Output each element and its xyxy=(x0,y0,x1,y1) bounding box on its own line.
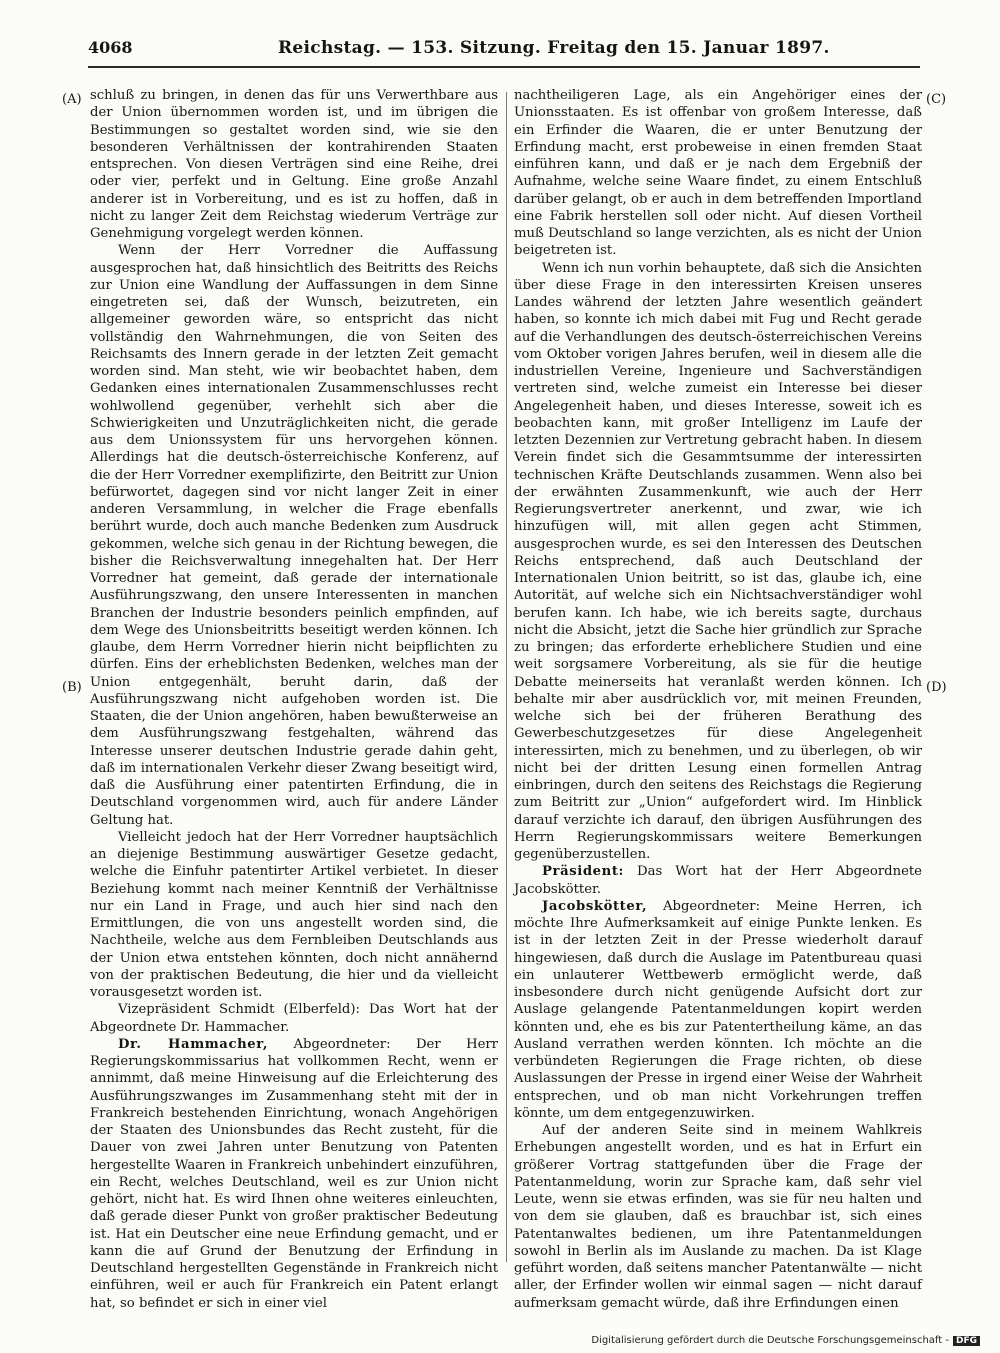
left-column xyxy=(90,87,498,1312)
speaker-name: Jacobskötter, xyxy=(542,898,648,914)
paragraph: nachtheiligeren Lage, als ein Angehöriger eines der Unionsstaaten. Es ist offenbar von großem Interesse, daß ein Erfinder die Waaren, die er unter Benutzung der Erfindung macht, erst probeweise in einen fremden Staat einführen kann, und daß er je nach dem Ergebniß der Aufnahme, welche seine Waare findet, zu einem Entschluß darüber gelangt, ob er auch in dem betreffenden Importland eine Fabrik herstellen soll oder nicht. Auf diesen Vortheil muß Deutschland so lange verzichten, als es nicht der Union beigetreten ist. xyxy=(514,88,922,259)
paragraph: Vielleicht jedoch hat der Herr Vorredner hauptsächlich an diejenige Bestimmung auswärtiger Gesetze gedacht, welche die Einfuhr patentirter Artikel verbietet. In dieser Beziehung kommt nach meiner Kenntniß der Verhältnisse nur ein Land in Frage, und auch hier sind nach den Ermittlungen, die von uns angestellt worden sind, die Nachtheile, welche aus dem Fernbleiben Deutschlands aus der Union etwa entstehen könnten, doch nicht annähernd von der praktischen Bedeutung, die hier und da vielleicht vorausgesetzt worden ist. xyxy=(90,829,498,1000)
speech-paragraph xyxy=(514,898,922,1122)
speech-text: Abgeordneter: Der Herr Regierungskommissarius hat vollkommen Recht, wenn er annimmt, daß meine Hinweisung auf die Erleichterung des Ausführungszwanges im Zusammenhang steht mit der in Frankreich bestehenden Einrichtung, wonach Angehörigen der Staaten des Unionsbundes das Recht zusteht, für die Dauer von zwei Jahren unter Benutzung von Patenten hergestellte Waaren in Frankreich unbehindert einzuführen, ein Recht, welches Deutschland, weil es zur Union nicht gehört, nicht hat. Es wird Ihnen ohne weiteres einleuchten, daß gerade dieser Punkt von großer praktischer Bedeutung ist. Hat ein Deutscher eine neue Erfindung gemacht, und er kann die auf Grund der Benutzung der Erfindung in Deutschland hergestellten Gegenstände in Frankreich nicht einführen, weil er auch für Frankreich ein Patent erlangt hat, so befindet er sich in einer viel xyxy=(90,1036,498,1311)
right-column xyxy=(514,87,922,1312)
speech-text: Das Wort hat der Herr Abgeordnete Jacobskötter. xyxy=(514,864,922,897)
speech-paragraph xyxy=(514,863,922,898)
speech-paragraph xyxy=(90,1036,498,1312)
column-divider xyxy=(506,92,507,1262)
speaker-name: Dr. Hammacher, xyxy=(118,1036,269,1052)
page-header xyxy=(88,38,920,64)
paragraph: schluß zu bringen, in denen das für uns Verwerthbare aus der Union übernommen worden ist, und im übrigen die Bestimmungen so gestaltet worden sind, wie sie den besonderen Verhältnissen der kontrahirenden Staaten entsprechen. Von diesen Verträgen sind eine Reihe, drei oder vier, perfekt und in Geltung. Eine große Anzahl anderer ist in Vorbereitung, und es ist zu hoffen, daß in nicht zu langer Zeit dem Reichstag wiederum Verträge zur Genehmigung vorgelegt werden können. xyxy=(90,88,498,241)
margin-marker-d: (D) xyxy=(926,680,947,695)
paragraph: Wenn ich nun vorhin behauptete, daß sich die Ansichten über diese Frage in den interessirten Kreisen unseres Landes während der letzten Jahre wesentlich geändert haben, so konnte ich mich dabei mit Fug und Recht gerade auf die Verhandlungen des deutsch-österreichischen Vereins vom Oktober vorigen Jahres berufen, weil in diesem alle die industriellen Vereine, Ingenieure und Sachverständigen vertreten sind, welche zumeist ein Interesse bei dieser Angelegenheit haben, und dieses Interesse, soweit ich es beobachten kann, mit großer Intelligenz im Laufe der letzten Dezennien zur Vertretung gebracht haben. In diesem Verein findet sich die Gesammtsumme der interessirten technischen Kräfte Deutschlands zusammen. Wenn also bei der erwähnten Zusammenkunft, wie auch der Herr Regierungsvertreter anerkennt, und zwar, wie ich hinzufügen will, mit allen gegen acht Stimmen, ausgesprochen wurde, es sei den Interessen des Deutschen Reichs entsprechend, daß auch Deutschland der Internationalen Union beitritt, so ist das, glaube ich, eine Autorität, auf welche sich ein Nichtsachverständiger wohl berufen kann. Ich habe, wie ich bereits sagte, durchaus nicht die Absicht, jetzt die Sache hier gründlich zur Sprache zu bringen; das erforderte erheblichere Studien und eine weit sorgsamere Vorbereitung, als sie für die heutige Debatte meinerseits hat veranlaßt werden können. Ich behalte mir aber ausdrücklich vor, mit meinen Freunden, welche sich bei der früheren Berathung des Gewerbeschutzgesetzes für diese Angelegenheit interessirten, mich zu benehmen, und zu überlegen, ob wir nicht bei der dritten Lesung einen formellen Antrag einbringen, durch den seitens des Reichstags die Regierung zum Beitritt zur „Union“ aufgefordert wird. Im Hinblick darauf verzichte ich darauf, den übrigen Ausführungen des Herrn Regierungskommissars weitere Bemerkungen gegenüberzustellen. xyxy=(514,260,922,862)
paragraph: Wenn der Herr Vorredner die Auffassung ausgesprochen hat, daß hinsichtlich des Beitritts des Reichs zur Union eine Wandlung der Auffassungen in dem Sinne eingetreten sei, daß der Wunsch, beizutreten, ein allgemeiner geworden wäre, so entspricht das nicht vollständig den Wahrnehmungen, die von Seiten des Reichsamts des Innern gerade in der letzten Zeit gemacht worden sind. Man steht, wie wir beobachtet haben, dem Gedanken eines internationalen Zusammenschlusses recht wohlwollend gegenüber, verhehlt sich aber die Schwierigkeiten und Unzuträglichkeiten nicht, die gerade aus dem Unionssystem für uns hervorgehen können. Allerdings hat die deutsch-österreichische Konferenz, auf die der Herr Vorredner exemplifizirte, den Beitritt zur Union befürwortet, dagegen sind vor nicht langer Zeit in einer anderen Versammlung, in welcher die Frage ebenfalls berührt wurde, doch auch manche Bedenken zum Ausdruck gekommen, welche sich genau in der Richtung bewegen, die bisher die Reichsverwaltung innegehalten hat. Der Herr Vorredner hat gemeint, daß gerade der internationale Ausführungszwang, den unsere Interessenten in manchen Branchen der Industrie besonders peinlich empfinden, auf dem Wege des Unionsbeitritts beseitigt werden können. Ich glaube, dem Herrn Vorredner hierin nicht beipflichten zu dürfen. Eins der erheblichsten Bedenken, welches man der Union entgegenhält, beruht darin, daß der Ausführungszwang nicht aufgehoben worden ist. Die Staaten, die der Union angehören, haben bewußterweise an dem Ausführungszwang festgehalten, während das Interesse unserer deutschen Industrie gerade dahin geht, daß im internationalen Verkehr dieser Zwang beseitigt wird, daß die Ausführung einer patentirten Erfindung, die in Deutschland vorgenommen wird, auch für andere Länder Geltung hat. xyxy=(90,243,498,828)
header-title: Reichstag. — 153. Sitzung. Freitag den 15. Januar 1897. xyxy=(278,38,830,58)
margin-marker-b: (B) xyxy=(62,680,82,695)
speaker-name: Präsident: xyxy=(542,864,625,880)
margin-marker-c: (C) xyxy=(926,92,947,107)
footer-text: Digitalisierung gefördert durch die Deutsche Forschungsgemeinschaft - xyxy=(591,1335,949,1346)
paragraph: Vizepräsident Schmidt (Elberfeld): Das Wort hat der Abgeordnete Dr. Hammacher. xyxy=(90,1002,498,1035)
speech-text: Abgeordneter: Meine Herren, ich möchte Ihre Aufmerksamkeit auf einige Punkte lenken. Es ist in der letzten Zeit in der Presse wiederholt darauf hingewiesen, daß durch die Auslage im Patentbureau quasi ein unlauterer Wettbewerb ermöglicht werde, daß insbesondere durch nicht genügende Aufsicht dort zur Auslage gelangende Patentanmeldungen kopirt werden könnten und, ehe es bis zur Patentertheilung käme, an das Ausland verrathen werden könnten. Ich möchte an die verbündeten Regierungen die Frage richten, ob diese Auslassungen der Presse in irgend einer Weise der Wahrheit entsprechen, und ob man nicht Vorkehrungen treffen könnte, um dem entgegenzuwirken. xyxy=(514,898,922,1121)
footer-credit xyxy=(591,1335,980,1346)
page-number: 4068 xyxy=(88,38,133,57)
paragraph: Auf der anderen Seite sind in meinem Wahlkreis Erhebungen angestellt worden, und es hat in Erfurt ein größerer Vortrag stattgefunden über die Frage der Patentanmeldung, worin zur Sprache kam, daß sehr viel Leute, wenn sie etwas erfinden, was sie für neu halten und von dem sie glauben, daß es brauchbar ist, sich eines Patentanwaltes bedienen, um ihre Patentanmeldungen sowohl in Berlin als im Auslande zu machen. Da ist Klage geführt worden, daß seitens mancher Patentanwälte — nicht aller, der Erfinder wollen wir einmal sagen — nicht darauf aufmerksam gemacht würde, daß ihre Erfindungen einen xyxy=(514,1123,922,1311)
dfg-logo: DFG xyxy=(953,1336,980,1346)
margin-marker-a: (A) xyxy=(62,92,82,107)
header-rule xyxy=(88,66,920,68)
